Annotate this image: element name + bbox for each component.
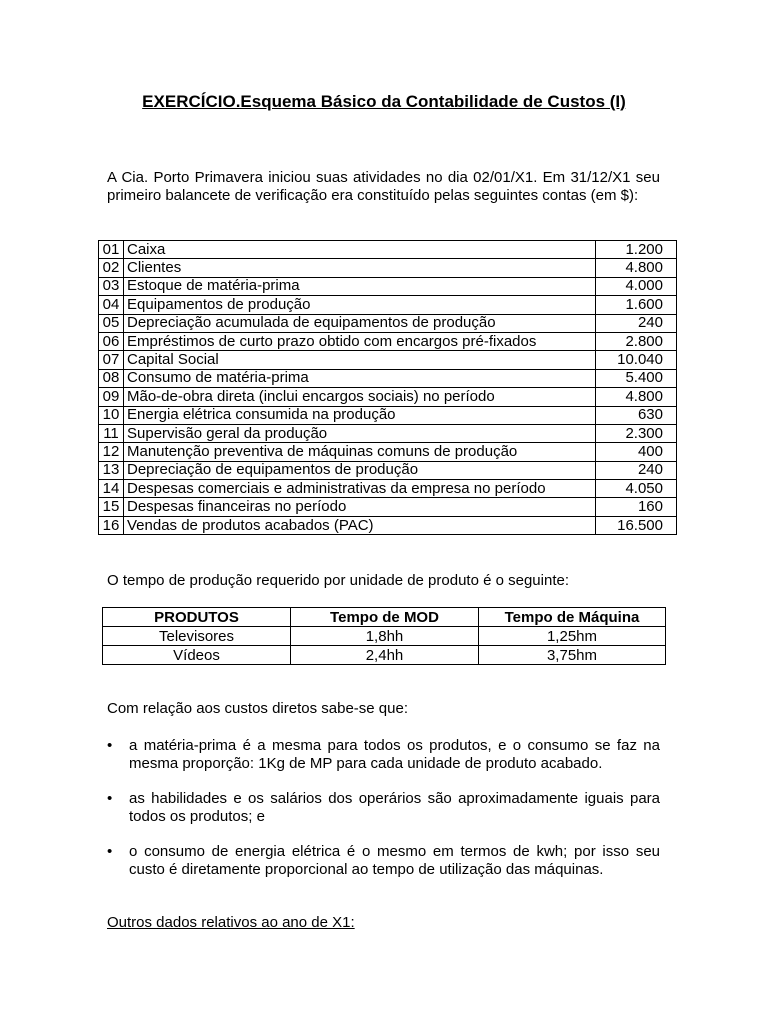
account-number-cell: 12 [99, 443, 124, 461]
table-row [99, 241, 677, 259]
accounts-table [98, 240, 677, 535]
machine-time-cell: 3,75hm [479, 646, 666, 665]
account-value-cell: 240 [596, 461, 677, 479]
intro-paragraph: A Cia. Porto Primavera iniciou suas atividades no dia 02/01/X1. Em 31/12/X1 seu primeiro balancete de verificação era constituído pelas seguintes contas (em $): [107, 169, 660, 204]
account-value-cell: 1.200 [596, 241, 677, 259]
machine-time-cell: 1,25hm [479, 627, 666, 646]
account-number-cell: 14 [99, 480, 124, 498]
table-row [99, 498, 677, 516]
table-row [99, 516, 677, 534]
account-name-cell: Depreciação acumulada de equipamentos de produção [124, 314, 596, 332]
account-value-cell: 400 [596, 443, 677, 461]
bullet-text: a matéria-prima é a mesma para todos os produtos, e o consumo se faz na mesma proporção: 1Kg de MP para cada unidade de produto acabado. [129, 737, 660, 772]
account-number-cell: 03 [99, 277, 124, 295]
account-value-cell: 1.600 [596, 296, 677, 314]
direct-costs-intro: Com relação aos custos diretos sabe-se que: [107, 700, 408, 717]
bullet-text: o consumo de energia elétrica é o mesmo em termos de kwh; por isso seu custo é diretamente proporcional ao tempo de utilização das máquinas. [129, 843, 660, 878]
account-number-cell: 06 [99, 332, 124, 350]
account-value-cell: 4.800 [596, 388, 677, 406]
account-number-cell: 09 [99, 388, 124, 406]
table-row [99, 351, 677, 369]
table-row [99, 369, 677, 387]
account-value-cell: 4.000 [596, 277, 677, 295]
account-number-cell: 13 [99, 461, 124, 479]
account-number-cell: 11 [99, 424, 124, 442]
account-number-cell: 05 [99, 314, 124, 332]
column-header-tempo-maquina: Tempo de Máquina [479, 608, 666, 627]
mod-time-cell: 1,8hh [291, 627, 479, 646]
account-value-cell: 240 [596, 314, 677, 332]
account-name-cell: Despesas financeiras no período [124, 498, 596, 516]
account-name-cell: Mão-de-obra direta (inclui encargos sociais) no período [124, 388, 596, 406]
bullet-text: as habilidades e os salários dos operários são aproximadamente iguais para todos os produtos; e [129, 790, 660, 825]
other-data-heading: Outros dados relativos ao ano de X1: [107, 914, 355, 931]
account-name-cell: Caixa [124, 241, 596, 259]
table-row [99, 461, 677, 479]
account-name-cell: Empréstimos de curto prazo obtido com encargos pré-fixados [124, 332, 596, 350]
production-time-intro: O tempo de produção requerido por unidade de produto é o seguinte: [107, 572, 569, 589]
account-name-cell: Despesas comerciais e administrativas da empresa no período [124, 480, 596, 498]
account-number-cell: 04 [99, 296, 124, 314]
account-value-cell: 5.400 [596, 369, 677, 387]
table-row [99, 388, 677, 406]
account-name-cell: Supervisão geral da produção [124, 424, 596, 442]
account-name-cell: Depreciação de equipamentos de produção [124, 461, 596, 479]
table-row [99, 480, 677, 498]
account-name-cell: Energia elétrica consumida na produção [124, 406, 596, 424]
account-number-cell: 02 [99, 259, 124, 277]
account-number-cell: 07 [99, 351, 124, 369]
table-row [99, 443, 677, 461]
product-name-cell: Vídeos [103, 646, 291, 665]
account-value-cell: 10.040 [596, 351, 677, 369]
account-value-cell: 2.300 [596, 424, 677, 442]
bullet-icon: • [107, 737, 113, 754]
account-number-cell: 16 [99, 516, 124, 534]
table-row [99, 406, 677, 424]
account-number-cell: 15 [99, 498, 124, 516]
account-number-cell: 10 [99, 406, 124, 424]
account-name-cell: Consumo de matéria-prima [124, 369, 596, 387]
account-name-cell: Estoque de matéria-prima [124, 277, 596, 295]
table-row [99, 424, 677, 442]
production-time-table [102, 607, 666, 665]
table-row [99, 314, 677, 332]
bullet-icon: • [107, 790, 113, 807]
product-name-cell: Televisores [103, 627, 291, 646]
bullet-item [107, 737, 660, 773]
table-row [99, 332, 677, 350]
account-value-cell: 630 [596, 406, 677, 424]
account-value-cell: 16.500 [596, 516, 677, 534]
table-row [99, 296, 677, 314]
account-name-cell: Capital Social [124, 351, 596, 369]
table-row [99, 259, 677, 277]
account-name-cell: Manutenção preventiva de máquinas comuns de produção [124, 443, 596, 461]
mod-time-cell: 2,4hh [291, 646, 479, 665]
bullet-item [107, 790, 660, 826]
table-row [103, 646, 666, 665]
column-header-tempo-mod: Tempo de MOD [291, 608, 479, 627]
account-value-cell: 4.800 [596, 259, 677, 277]
account-value-cell: 160 [596, 498, 677, 516]
account-number-cell: 01 [99, 241, 124, 259]
document-title: EXERCÍCIO.Esquema Básico da Contabilidade de Custos (I) [142, 92, 626, 111]
account-name-cell: Clientes [124, 259, 596, 277]
bullet-icon: • [107, 843, 113, 860]
table-row [99, 277, 677, 295]
table-row [103, 627, 666, 646]
account-name-cell: Vendas de produtos acabados (PAC) [124, 516, 596, 534]
bullet-item [107, 843, 660, 879]
account-name-cell: Equipamentos de produção [124, 296, 596, 314]
account-value-cell: 2.800 [596, 332, 677, 350]
account-value-cell: 4.050 [596, 480, 677, 498]
account-number-cell: 08 [99, 369, 124, 387]
production-table-header-row [103, 608, 666, 627]
column-header-produtos: PRODUTOS [103, 608, 291, 627]
